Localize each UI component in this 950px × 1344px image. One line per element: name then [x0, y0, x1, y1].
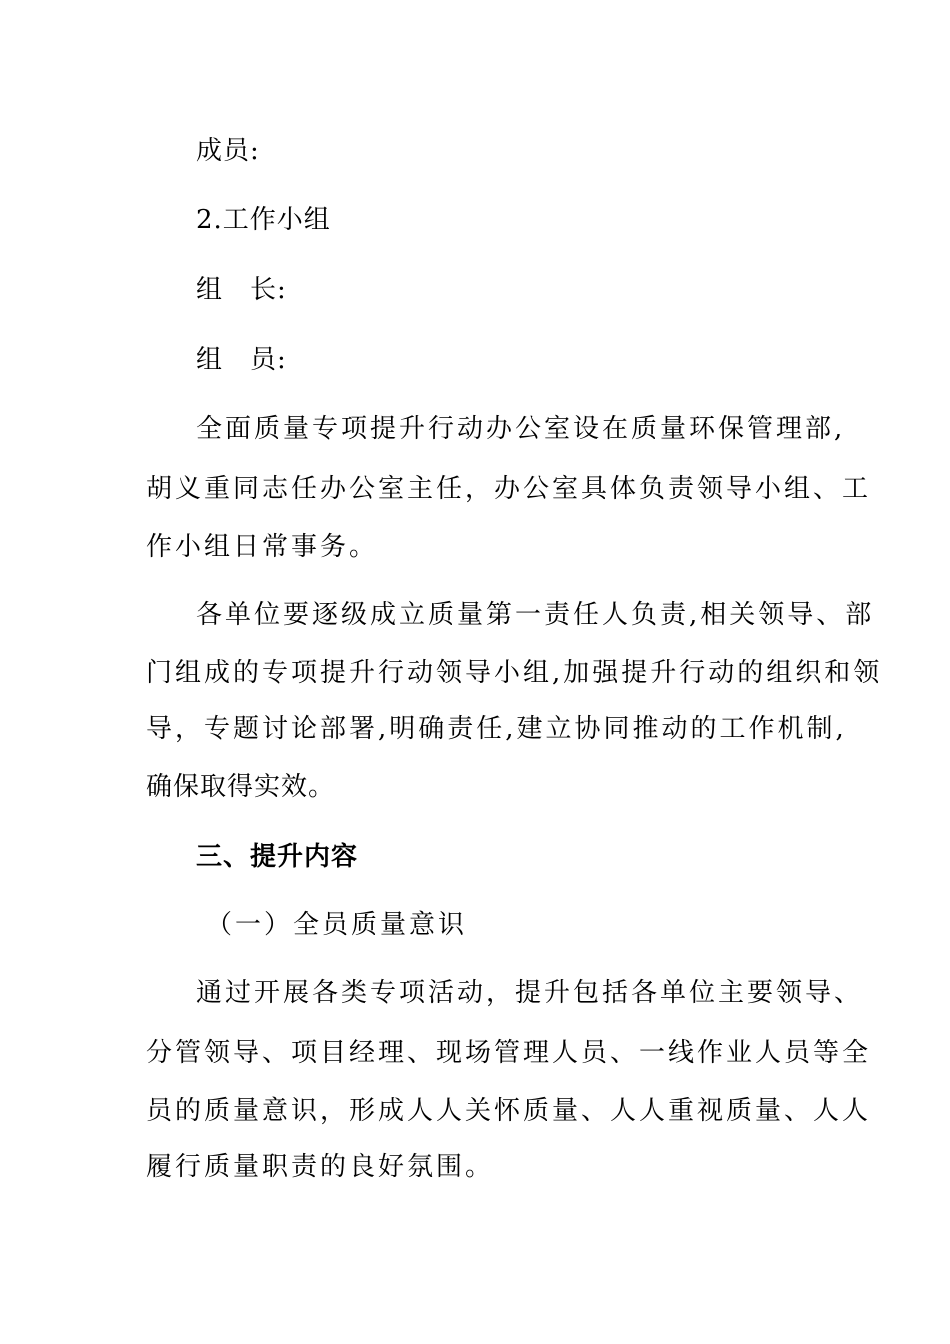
subsection-heading-1: （一）全员质量意识 [206, 910, 468, 940]
awareness-paragraph-line-2: 分管领导、项目经理、现场管理人员、一线作业人员等全 [146, 1038, 872, 1068]
awareness-paragraph-line-4: 履行质量职责的良好氛围。 [146, 1152, 495, 1182]
units-paragraph-line-4: 确保取得实效。 [146, 772, 336, 802]
work-group-heading: 2.工作小组 [196, 205, 331, 235]
office-paragraph-line-1: 全面质量专项提升行动办公室设在质量环保管理部, [196, 414, 846, 444]
section-heading-3: 三、提升内容 [196, 842, 359, 872]
group-leader-label: 组 长: [196, 275, 287, 305]
office-paragraph-line-3: 作小组日常事务。 [146, 532, 379, 562]
awareness-paragraph-line-1: 通过开展各类专项活动，提升包括各单位主要领导、 [196, 978, 864, 1008]
office-paragraph-line-2: 胡义重同志任办公室主任，办公室具体负责领导小组、工 [146, 474, 872, 504]
units-paragraph-line-2: 门组成的专项提升行动领导小组,加强提升行动的组织和领 [146, 658, 883, 688]
units-paragraph-line-1: 各单位要逐级成立质量第一责任人负责,相关领导、部 [196, 600, 875, 630]
members-label: 成员: [196, 136, 260, 166]
awareness-paragraph-line-3: 员的质量意识，形成人人关怀质量、人人重视质量、人人 [146, 1096, 872, 1126]
units-paragraph-line-3: 导，专题讨论部署,明确责任,建立协同推动的工作机制, [146, 714, 847, 744]
group-members-label: 组 员: [196, 345, 287, 375]
